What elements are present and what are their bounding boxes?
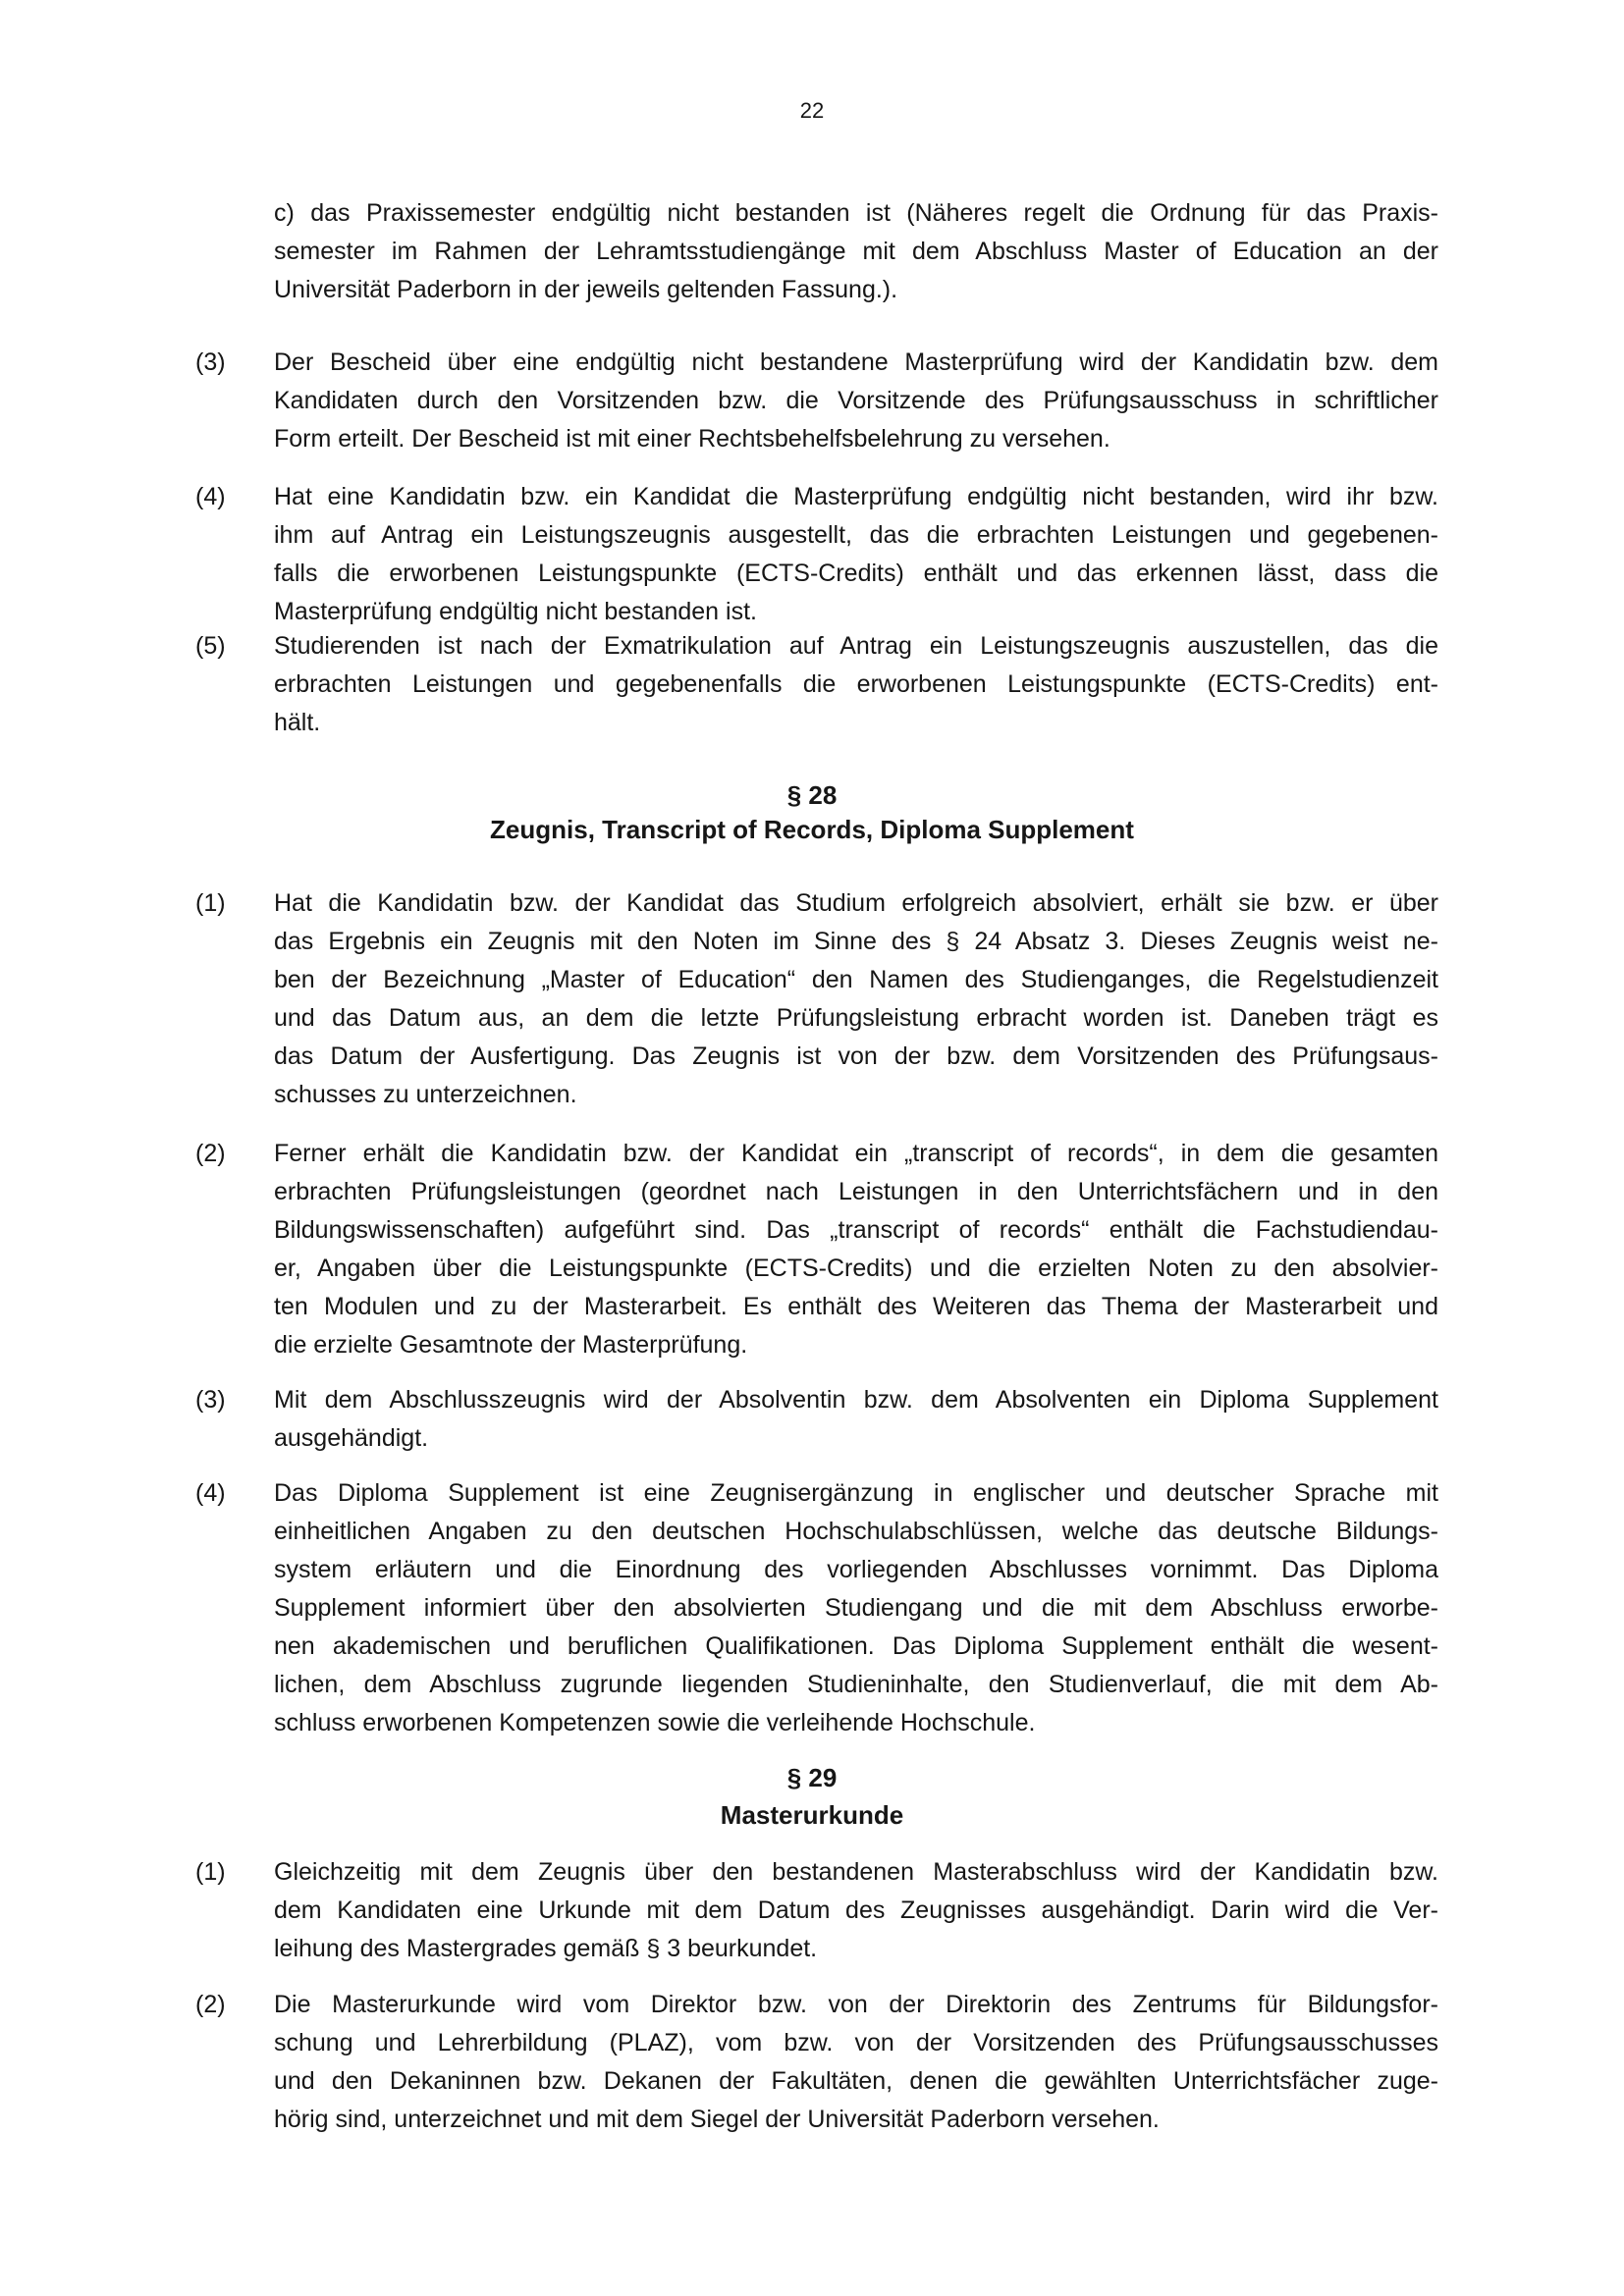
s29-paragraph-1 bbox=[195, 1853, 1438, 1968]
s29-paragraph-2 bbox=[195, 1986, 1438, 2139]
section-29-title: Masterurkunde bbox=[720, 1800, 904, 1830]
text-line: ben der Bezeichnung „Master of Education“ den Namen des Studienganges, die Regelstudienzeit bbox=[274, 966, 1438, 993]
text-line: leihung des Mastergrades gemäß § 3 beurkundet. bbox=[274, 1935, 818, 1962]
text-line: Das Diploma Supplement ist eine Zeugnisergänzung in englischer und deutscher Sprache mit bbox=[274, 1479, 1438, 1507]
text-line: schusses zu unterzeichnen. bbox=[274, 1081, 577, 1108]
section-29-symbol: § 29 bbox=[786, 1763, 838, 1792]
text-line: erbrachten Leistungen und gegebenenfalls die erworbenen Leistungspunkte (ECTS-Credits) ent- bbox=[274, 670, 1438, 698]
text-line: Die Masterurkunde wird vom Direktor bzw. von der Direktorin des Zentrums für Bildungsfor- bbox=[274, 1991, 1438, 2018]
text-line: ihm auf Antrag ein Leistungszeugnis ausgestellt, das die erbrachten Leistungen und gegebenen- bbox=[274, 521, 1438, 549]
text-line: Hat eine Kandidatin bzw. ein Kandidat die Masterprüfung endgültig nicht bestanden, wird ihr bzw. bbox=[274, 483, 1438, 510]
text-line: Masterprüfung endgültig nicht bestanden ist. bbox=[274, 598, 757, 625]
text-line: Ferner erhält die Kandidatin bzw. der Kandidat ein „transcript of records“, in dem die gesamten bbox=[274, 1140, 1438, 1167]
paragraph-number: (4) bbox=[195, 1479, 226, 1507]
text-line: Studierenden ist nach der Exmatrikulation auf Antrag ein Leistungszeugnis auszustellen, das die bbox=[274, 632, 1438, 660]
text-line: Der Bescheid über eine endgültig nicht bestandene Masterprüfung wird der Kandidatin bzw. dem bbox=[274, 348, 1438, 376]
s28-paragraph-4 bbox=[195, 1474, 1438, 1742]
text-line: Gleichzeitig mit dem Zeugnis über den bestandenen Masterabschluss wird der Kandidatin bzw. bbox=[274, 1858, 1438, 1886]
text-line: c) das Praxissemester endgültig nicht bestanden ist (Näheres regelt die Ordnung für das Praxis- bbox=[274, 199, 1438, 227]
text-line: nen akademischen und beruflichen Qualifikationen. Das Diploma Supplement enthält die wesent- bbox=[274, 1632, 1438, 1660]
text-line: Kandidaten durch den Vorsitzenden bzw. die Vorsitzende des Prüfungsausschuss in schriftlicher bbox=[274, 387, 1438, 414]
text-line: Supplement informiert über den absolvierten Studiengang und die mit dem Abschluss erworbe- bbox=[274, 1594, 1438, 1622]
text-line: falls die erworbenen Leistungspunkte (ECTS-Credits) enthält und das erkennen lässt, dass die bbox=[274, 560, 1438, 587]
text-line: ausgehändigt. bbox=[274, 1424, 429, 1452]
text-line: system erläutern und die Einordnung des vorliegenden Abschlusses vornimmt. Das Diploma bbox=[274, 1556, 1438, 1583]
paragraph-body bbox=[274, 344, 1438, 458]
paragraph-number: (1) bbox=[195, 889, 226, 917]
text-line: hält. bbox=[274, 709, 321, 736]
text-line: Hat die Kandidatin bzw. der Kandidat das Studium erfolgreich absolviert, erhält sie bzw. er über bbox=[274, 889, 1438, 917]
list-item-c bbox=[274, 194, 1438, 309]
text-line: ten Modulen und zu der Masterarbeit. Es enthält des Weiteren das Thema der Masterarbeit und bbox=[274, 1293, 1438, 1320]
section-28-title: Zeugnis, Transcript of Records, Diploma Supplement bbox=[490, 815, 1134, 844]
s28-paragraph-1 bbox=[195, 884, 1438, 1114]
s28-paragraph-3 bbox=[195, 1381, 1438, 1458]
paragraph-body bbox=[274, 884, 1438, 1114]
text-line: erbrachten Prüfungsleistungen (geordnet nach Leistungen in den Unterrichtsfächern und in den bbox=[274, 1178, 1438, 1205]
text-line: Mit dem Abschlusszeugnis wird der Absolventin bzw. dem Absolventen ein Diploma Supplement bbox=[274, 1386, 1438, 1414]
text-line: hörig sind, unterzeichnet und mit dem Siegel der Universität Paderborn versehen. bbox=[274, 2106, 1160, 2133]
paragraph-number: (3) bbox=[195, 348, 226, 376]
text-line: einheitlichen Angaben zu den deutschen Hochschulabschlüssen, welche das deutsche Bildungs- bbox=[274, 1518, 1438, 1545]
page-number: 22 bbox=[799, 98, 825, 123]
paragraph-number: (4) bbox=[195, 483, 226, 510]
paragraph-number: (3) bbox=[195, 1386, 226, 1414]
text-line: er, Angaben über die Leistungspunkte (ECTS-Credits) und die erzielten Noten zu den absolvier- bbox=[274, 1255, 1438, 1282]
paragraph-body bbox=[274, 1381, 1438, 1458]
text-line: schluss erworbenen Kompetenzen sowie die verleihende Hochschule. bbox=[274, 1709, 1036, 1736]
paragraph-number: (5) bbox=[195, 632, 226, 660]
text-line: Form erteilt. Der Bescheid ist mit einer Rechtsbehelfsbelehrung zu versehen. bbox=[274, 425, 1110, 453]
text-line: lichen, dem Abschluss zugrunde liegenden Studieninhalte, den Studienverlauf, die mit dem Ab- bbox=[274, 1671, 1438, 1698]
paragraph-body bbox=[274, 1853, 1438, 1968]
paragraph-body bbox=[274, 1474, 1438, 1742]
text-line: die erzielte Gesamtnote der Masterprüfung. bbox=[274, 1331, 748, 1359]
text-line: das Datum der Ausfertigung. Das Zeugnis ist von der bzw. dem Vorsitzenden des Prüfungsaus- bbox=[274, 1042, 1438, 1070]
section-28-symbol: § 28 bbox=[786, 780, 838, 810]
text-line: semester im Rahmen der Lehramtsstudiengänge mit dem Abschluss Master of Education an der bbox=[274, 238, 1438, 265]
paragraph-body bbox=[274, 627, 1438, 742]
s27-paragraph-5 bbox=[195, 627, 1438, 742]
paragraph-body bbox=[274, 1135, 1438, 1364]
text-line: Bildungswissenschaften) aufgeführt sind. Das „transcript of records“ enthält die Fachstudiendau- bbox=[274, 1216, 1438, 1244]
s28-paragraph-2 bbox=[195, 1135, 1438, 1364]
paragraph-number: (2) bbox=[195, 1140, 226, 1167]
text-line: und den Dekaninnen bzw. Dekanen der Fakultäten, denen die gewählten Unterrichtsfächer zuge- bbox=[274, 2067, 1438, 2095]
paragraph-number: (2) bbox=[195, 1991, 226, 2018]
text-line: und das Datum aus, an dem die letzte Prüfungsleistung erbracht worden ist. Daneben trägt es bbox=[274, 1004, 1438, 1032]
s27-paragraph-4 bbox=[195, 478, 1438, 631]
paragraph-body bbox=[274, 478, 1438, 631]
text-line: das Ergebnis ein Zeugnis mit den Noten im Sinne des § 24 Absatz 3. Dieses Zeugnis weist ne- bbox=[274, 928, 1438, 955]
paragraph-number: (1) bbox=[195, 1858, 226, 1886]
s27-paragraph-3 bbox=[195, 344, 1438, 458]
text-line: dem Kandidaten eine Urkunde mit dem Datum des Zeugnisses ausgehändigt. Darin wird die Ver- bbox=[274, 1896, 1438, 1924]
text-line: Universität Paderborn in der jeweils geltenden Fassung.). bbox=[274, 276, 898, 303]
text-line: schung und Lehrerbildung (PLAZ), vom bzw. von der Vorsitzenden des Prüfungsausschusses bbox=[274, 2029, 1438, 2056]
paragraph-body bbox=[274, 1986, 1438, 2139]
